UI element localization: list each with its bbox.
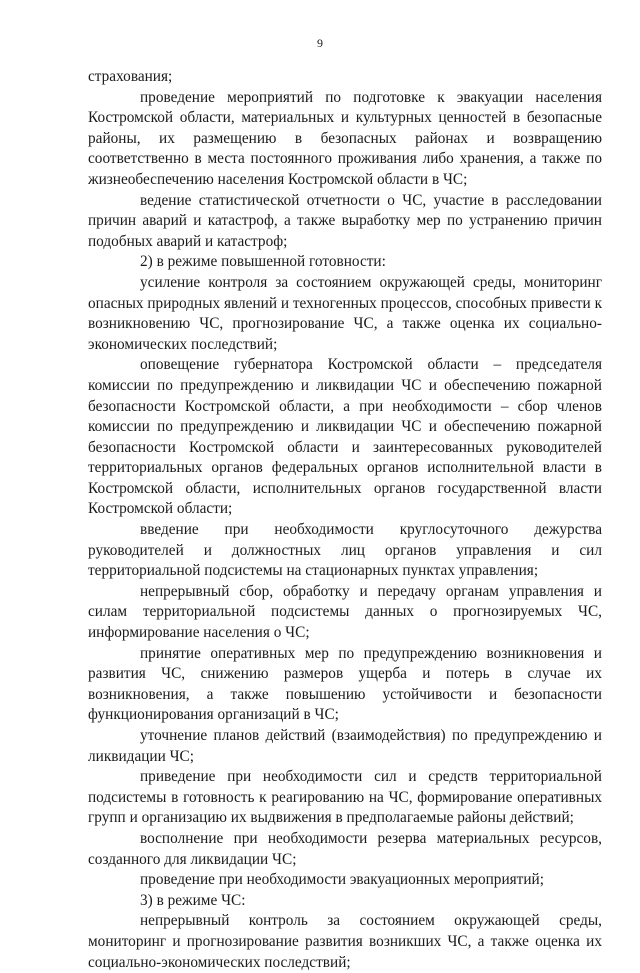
paragraph: уточнение планов действий (взаимодействия) по предупреждению и ликвидации ЧС; [88,727,602,765]
paragraph: усиление контроля за состоянием окружающей среды, мониторинг опасных природных явлений и техногенных процессов, способных привести к возникновению ЧС, прогнозирование ЧС, а также оценка их социально-экономических последствий; [88,273,602,353]
paragraph: приведение при необходимости сил и средств территориальной подсистемы в готовность к реагированию на ЧС, формирование оперативных групп и организацию их выдвижения в предполагаемые районы действий; [88,768,602,827]
paragraph: ведение статистической отчетности о ЧС, участие в расследовании причин аварий и катастроф, а также выработку мер по устранению причин подобных аварий и катастроф; [88,191,602,250]
paragraph: непрерывный сбор, обработку и передачу органам управления и силам территориальной подсистемы данных о прогнозируемых ЧС, информирование населения о ЧС; [88,582,602,642]
paragraph: принятие оперативных мер по предупреждению возникновения и развития ЧС, снижению размеров ущерба и потерь в случае их возникновения, а также повышению устойчивости и безопасности функционирования организаций в ЧС; [88,644,602,724]
page-number: 9 [317,36,323,50]
paragraph: непрерывный контроль за состоянием окружающей среды, мониторинг и прогнозирование развития возникших ЧС, а также оценка их социально-экономических последствий; [88,912,602,971]
paragraph: проведение мероприятий по подготовке к эвакуации населения Костромской области, материальных и культурных ценностей в безопасные районы, их размещению в безопасных районах и возвращению соответственно в места постоянного проживания либо хранения, а также по жизнеобеспечению населения Костромской области в ЧС; [88,88,602,188]
paragraph: 3) в режиме ЧС: [140,891,246,909]
body-text [88,67,602,973]
paragraph: страхования; [88,68,173,85]
paragraph: введение при необходимости круглосуточного дежурства руководителей и должностных лиц органов управления и сил территориальной подсистемы на стационарных пунктах управления; [88,521,602,580]
paragraph: 2) в режиме повышенной готовности: [140,253,386,271]
paragraph: проведение при необходимости эвакуационных мероприятий; [140,871,544,889]
paragraph: оповещение губернатора Костромской области – председателя комиссии по предупреждению и ликвидации ЧС и обеспечению пожарной безопасности Костромской области, а при необходимости – сбор членов комиссии по предупреждению и ликвидации ЧС и обеспечению пожарной безопасности Костромской области и заинтересованных руководителей территориальных органов федеральных органов исполнительной власти в Костромской области, исполнительных органов государственной власти Костромской области; [88,356,602,518]
paragraph: восполнение при необходимости резерва материальных ресурсов, созданного для ликвидации ЧС; [88,829,602,868]
